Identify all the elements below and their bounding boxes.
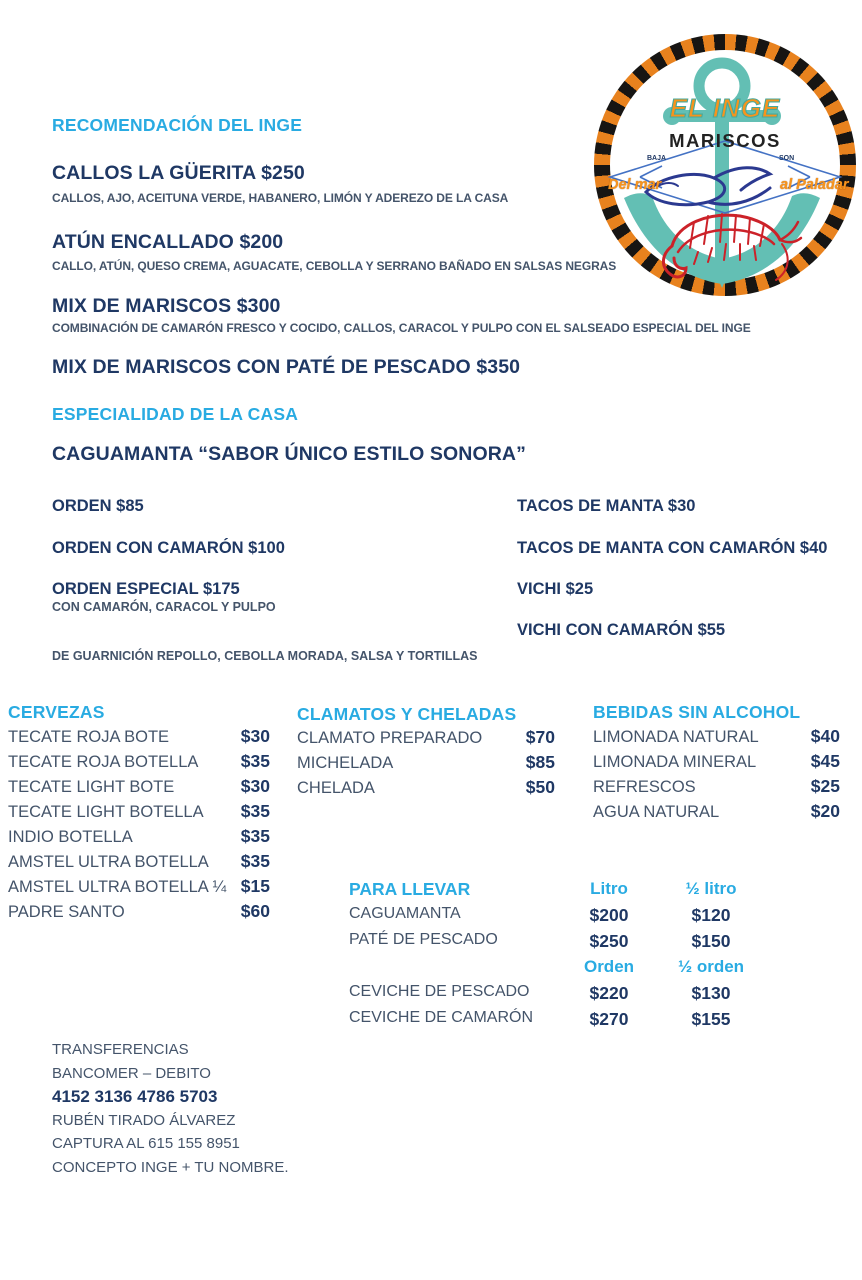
list-item — [8, 801, 270, 826]
item-price: $20 — [810, 801, 840, 821]
restaurant-logo — [594, 34, 856, 296]
item-price: $35 — [240, 826, 270, 846]
item-price: $25 — [810, 776, 840, 796]
item-name: TECATE LIGHT BOTE — [8, 778, 175, 796]
item-name: CHELADA — [297, 779, 375, 797]
list-item — [8, 901, 270, 926]
item-name: TECATE ROJA BOTELLA — [8, 753, 199, 771]
list-item — [593, 751, 840, 776]
menu-item-description: COMBINACIÓN DE CAMARÓN FRESCO Y COCIDO, CALLOS, CARACOL Y PULPO CON EL SALSEADO ESPECIAL DEL INGE — [52, 321, 751, 335]
card-number: 4152 3136 4786 5703 — [52, 1087, 218, 1106]
logo-tagline-right: al Paladar — [780, 177, 849, 193]
clamatos-list — [297, 727, 555, 802]
transfer-line: CONCEPTO INGE + TU NOMBRE. — [52, 1158, 289, 1176]
item-name: CLAMATO PREPARADO — [297, 729, 483, 747]
item-price: $30 — [240, 726, 270, 746]
item-name: REFRESCOS — [593, 778, 696, 796]
bebidas-list — [593, 726, 840, 826]
list-item — [8, 751, 270, 776]
item-name: CEVICHE DE CAMARÓN — [349, 1009, 534, 1026]
list-item — [8, 826, 270, 851]
item-price: $200 — [589, 905, 629, 925]
item-price: $45 — [810, 751, 840, 771]
item-price: $130 — [691, 983, 731, 1003]
item-price: $40 — [810, 726, 840, 746]
menu-item-name: MIX DE MARISCOS CON PATÉ DE PESCADO $350 — [52, 356, 521, 378]
column-header-half-litro: ½ litro — [685, 879, 737, 898]
item-price: $150 — [691, 931, 731, 951]
item-price: $155 — [691, 1009, 731, 1029]
column-header-half-orden: ½ orden — [677, 957, 745, 976]
logo-tagline-left: Del mar — [608, 177, 662, 193]
specialty-title: CAGUAMANTA “SABOR ÚNICO ESTILO SONORA” — [52, 443, 526, 465]
list-item — [297, 752, 555, 777]
shrimp-icon — [658, 202, 803, 282]
item-price: $270 — [589, 1009, 629, 1029]
payment-info-block — [52, 1038, 289, 1179]
item-price: $70 — [525, 727, 555, 747]
menu-item-name: MIX DE MARISCOS $300 — [52, 295, 281, 317]
item-price: $30 — [240, 776, 270, 796]
item-price: $250 — [589, 931, 629, 951]
item-price: $85 — [525, 752, 555, 772]
list-item — [8, 876, 270, 901]
list-item — [297, 777, 555, 802]
item-name: AMSTEL ULTRA BOTELLA — [8, 853, 209, 871]
item-name: AGUA NATURAL — [593, 803, 720, 821]
section-heading-bebidas: BEBIDAS SIN ALCOHOL — [593, 702, 801, 722]
item-name: INDIO BOTELLA — [8, 828, 133, 846]
column-header-orden: Orden — [583, 957, 635, 976]
menu-item-name: CALLOS LA GÜERITA $250 — [52, 162, 305, 184]
item-name: AMSTEL ULTRA BOTELLA ¼ — [8, 878, 227, 896]
item-name: MICHELADA — [297, 754, 394, 772]
item-name: TECATE LIGHT BOTELLA — [8, 803, 204, 821]
item-price: $60 — [240, 901, 270, 921]
section-heading-recomendacion: RECOMENDACIÓN DEL INGE — [52, 115, 303, 135]
item-name: LIMONADA MINERAL — [593, 753, 757, 771]
item-price: $35 — [240, 751, 270, 771]
column-header-litro: Litro — [590, 879, 628, 898]
transfer-line: CAPTURA AL 615 155 8951 — [52, 1135, 240, 1152]
section-heading-para-llevar: PARA LLEVAR — [349, 879, 471, 899]
item-name: CEVICHE DE PESCADO — [349, 983, 530, 1000]
list-item — [8, 776, 270, 801]
item-name: PADRE SANTO — [8, 903, 125, 921]
item-name: LIMONADA NATURAL — [593, 728, 759, 746]
menu-item-description: CALLO, ATÚN, QUESO CREMA, AGUACATE, CEBOLLA Y SERRANO BAÑADO EN SALSAS NEGRAS — [52, 259, 617, 273]
list-item — [593, 776, 840, 801]
section-heading-clamatos: CLAMATOS Y CHELADAS — [297, 704, 517, 724]
logo-region-left: BAJA — [647, 155, 667, 162]
logo-region-right: SON — [779, 155, 795, 162]
menu-item-name: TACOS DE MANTA $30 — [517, 497, 696, 515]
cervezas-list — [8, 726, 270, 926]
menu-item-description: CON CAMARÓN, CARACOL Y PULPO — [52, 600, 276, 614]
item-price: $35 — [240, 851, 270, 871]
list-item — [297, 727, 555, 752]
section-heading-cervezas: CERVEZAS — [8, 702, 105, 722]
menu-item-name: VICHI $25 — [517, 580, 594, 598]
list-item — [593, 726, 840, 751]
transfer-line: BANCOMER – DEBITO — [52, 1064, 211, 1082]
menu-item-name: ORDEN $85 — [52, 497, 144, 515]
menu-item-name: VICHI CON CAMARÓN $55 — [517, 621, 726, 639]
menu-item-description: CALLOS, AJO, ACEITUNA VERDE, HABANERO, LIMÓN Y ADEREZO DE LA CASA — [52, 191, 509, 205]
section-heading-especialidad: ESPECIALIDAD DE LA CASA — [52, 404, 299, 424]
list-item — [8, 851, 270, 876]
item-name: PATÉ DE PESCADO — [349, 931, 498, 948]
account-holder: RUBÉN TIRADO ÁLVAREZ — [52, 1111, 236, 1129]
item-price: $120 — [691, 905, 731, 925]
item-price: $50 — [525, 777, 555, 797]
item-name: CAGUAMANTA — [349, 905, 461, 922]
item-price: $15 — [240, 876, 270, 896]
list-item — [8, 726, 270, 751]
list-item — [593, 801, 840, 826]
transfer-line: TRANSFERENCIAS — [52, 1041, 189, 1058]
logo-title: EL INGE — [669, 93, 781, 123]
para-llevar-table — [349, 879, 765, 1035]
item-name: TECATE ROJA BOTE — [8, 728, 170, 746]
menu-item-name: ORDEN ESPECIAL $175 — [52, 580, 240, 598]
garnish-note: DE GUARNICIÓN REPOLLO, CEBOLLA MORADA, SALSA Y TORTILLAS — [52, 649, 478, 663]
logo-subtitle: MARISCOS — [669, 130, 781, 151]
menu-item-name: ATÚN ENCALLADO $200 — [52, 231, 284, 253]
item-price: $35 — [240, 801, 270, 821]
item-price: $220 — [589, 983, 629, 1003]
menu-item-name: TACOS DE MANTA CON CAMARÓN $40 — [517, 539, 828, 557]
menu-item-name: ORDEN CON CAMARÓN $100 — [52, 539, 285, 557]
